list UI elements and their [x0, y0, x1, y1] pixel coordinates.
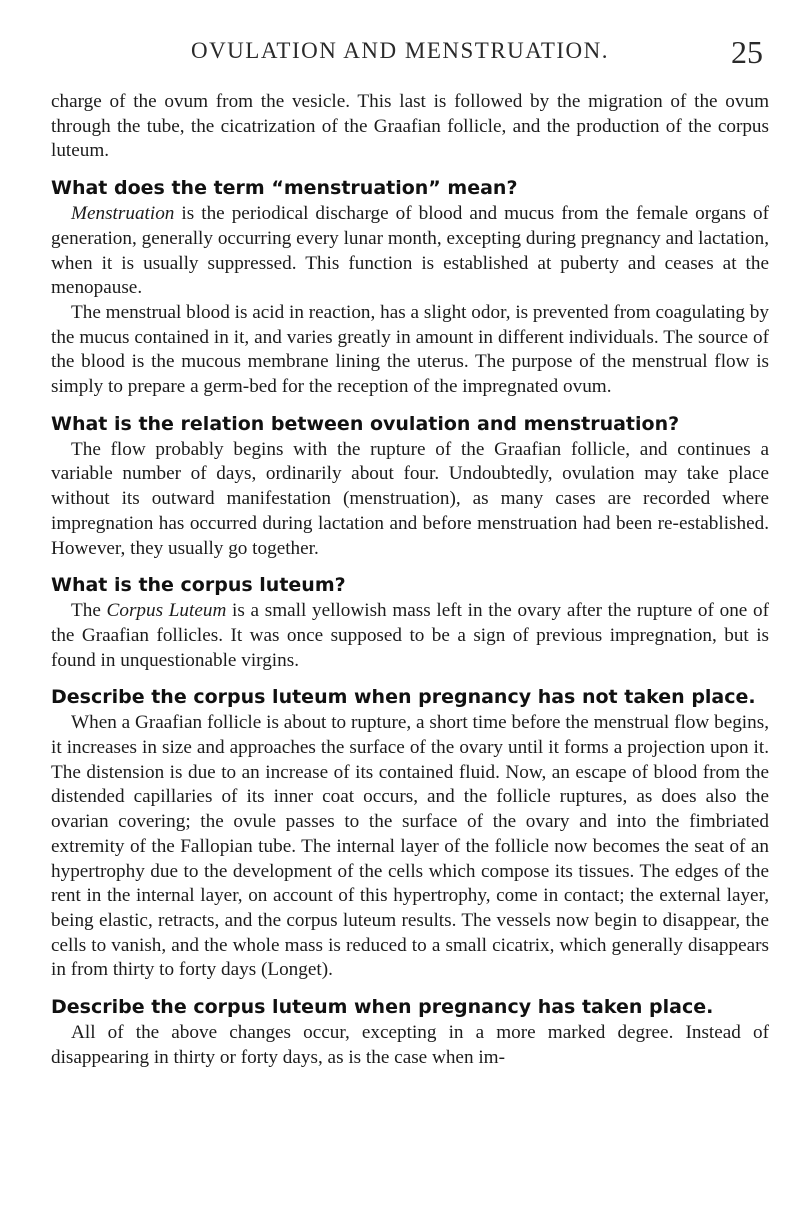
- corpus-paragraph-pre: The: [71, 600, 107, 622]
- heading-not-pregnant: Describe the corpus luteum when pregnancy has not taken place.: [51, 686, 756, 709]
- page-body: [51, 90, 769, 1071]
- heading-menstruation: What does the term “menstruation” mean?: [51, 177, 518, 200]
- not-pregnant-paragraph: When a Graafian follicle is about to rupture, a short time before the menstrual flow begins, it increases in size and approaches the surface of the ovary until it forms a projection upon it. The distension is due to an increase of its contained fluid. Now, an escape of blood from the distended capillaries of its inner coat occurs, and the follicle ruptures, as does also the ovarian covering; the ovule passes to the surface of the ovary and into the fimbriated extremity of the Fallopian tube. The internal layer of the follicle now becomes the seat of an hypertrophy due to the development of the cells which compose its tissues. The edges of the rent in the internal layer, on account of this hypertrophy, come in contact; the external layer, being elastic, retracts, and the corpus luteum results. The vessels now begin to disappear, the cells to vanish, and the whole mass is reduced to a small cicatrix, which generally disappears in from thirty to forty days (Longet).: [51, 712, 769, 981]
- page-header: [0, 34, 800, 74]
- term-corpus-luteum: Corpus Luteum: [106, 600, 227, 622]
- term-menstruation: Menstruation: [71, 203, 175, 225]
- page-number: 25: [731, 34, 763, 70]
- heading-pregnant: Describe the corpus luteum when pregnancy has taken place.: [51, 996, 714, 1019]
- menstruation-paragraph-1: [51, 202, 769, 301]
- heading-relation: What is the relation between ovulation and menstruation?: [51, 412, 680, 435]
- menstruation-paragraph-2: The menstrual blood is acid in reaction, has a slight odor, is prevented from coagulating by the mucus contained in it, and varies greatly in amount in different individuals. The source of the blood is the mucous membrane lining the uterus. The purpose of the menstrual flow is simply to prepare a germ-bed for the reception of the impregnated ovum.: [51, 301, 769, 398]
- relation-paragraph: The flow probably begins with the rupture of the Graafian follicle, and continues a variable number of days, ordinarily about four. Undoubtedly, ovulation may take place without its outward manifestation (menstruation), as many cases are recorded where impregnation has occurred during lactation and before menstruation had been re-established. However, they usually go together.: [51, 438, 769, 559]
- intro-paragraph: charge of the ovum from the vesicle. This last is followed by the migration of the ovum through the tube, the cicatrization of the Graafian follicle, and the production of the corpus luteum.: [51, 91, 769, 162]
- running-title: OVULATION AND MENSTRUATION.: [190, 38, 610, 63]
- menstruation-paragraph-1-text: is the periodical discharge of blood and mucus from the female organs of generation, generally occurring every lunar month, excepting during pregnancy and lactation, when it is usually suppressed. This function is established at puberty and ceases at the menopause.: [51, 203, 769, 299]
- heading-corpus-luteum: What is the corpus luteum?: [51, 574, 346, 597]
- pregnant-paragraph: All of the above changes occur, excepting in a more marked degree. Instead of disappearing in thirty or forty days, as is the case when im-: [51, 1022, 769, 1068]
- corpus-paragraph: [51, 599, 769, 673]
- corpus-paragraph-text: is a small yellowish mass left in the ovary after the rupture of one of the Graafian follicles. It was once supposed to be a sign of previous impregnation, but is found in unquestionable virgins.: [51, 600, 770, 671]
